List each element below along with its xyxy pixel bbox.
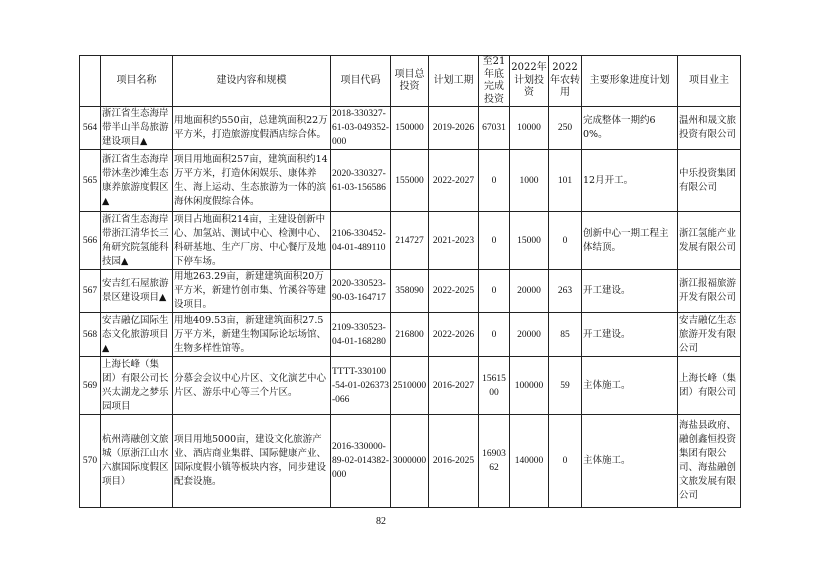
cell-owner: 中乐投资集团有限公司 (678, 150, 741, 212)
cell-total: 155000 (391, 150, 429, 212)
header-row (80, 56, 741, 107)
cell-owner: 浙江报福旅游开发有限公司 (678, 270, 741, 313)
cell-plan: 20000 (510, 270, 549, 313)
table-row (80, 313, 741, 357)
page-number: 82 (376, 516, 386, 527)
header-period: 计划工期 (429, 56, 479, 107)
cell-total: 2510000 (391, 357, 429, 415)
cell-owner: 海盐县政府、融创鑫恒投资集团有限公司、海盐融创文旅发展有限公司 (678, 415, 741, 508)
cell-progress: 12月开工。 (582, 150, 678, 212)
cell-plan: 15000 (510, 212, 549, 270)
cell-land: 85 (549, 313, 582, 357)
cell-progress: 主体施工。 (582, 415, 678, 508)
cell-name: 浙江省生态海岸带半山半岛旅游建设项目▲ (101, 107, 173, 150)
cell-progress: 创新中心一期工程主体结顶。 (582, 212, 678, 270)
cell-progress: 主体施工。 (582, 357, 678, 415)
table-row (80, 415, 741, 508)
table-row (80, 357, 741, 415)
cell-code: TTTT-330100-54-01-026373-066 (331, 357, 391, 415)
cell-total: 216800 (391, 313, 429, 357)
cell-no: 566 (80, 212, 101, 270)
cell-progress: 开工建设。 (582, 313, 678, 357)
cell-plan: 140000 (510, 415, 549, 508)
cell-owner: 安吉融亿生态旅游开发有限公司 (678, 313, 741, 357)
project-table (79, 55, 741, 508)
cell-name: 上海长峰（集团）有限公司长兴太湖龙之梦乐园项目 (101, 357, 173, 415)
cell-content: 用地面积约550亩，总建筑面积22万平方米，打造旅游度假酒店综合体。 (173, 107, 331, 150)
cell-plan: 100000 (510, 357, 549, 415)
cell-progress: 开工建设。 (582, 270, 678, 313)
header-name: 项目名称 (101, 56, 173, 107)
cell-code: 2109-330523-04-01-168280 (331, 313, 391, 357)
cell-done: 0 (479, 313, 510, 357)
cell-land: 263 (549, 270, 582, 313)
cell-content: 用地263.29亩，新建建筑面积20万平方米，新建竹创市集、竹溪谷等建设项目。 (173, 270, 331, 313)
cell-name: 浙江省生态海岸带沐垄沙滩生态康养旅游度假区▲ (101, 150, 173, 212)
table-row (80, 212, 741, 270)
cell-period: 2019-2026 (429, 107, 479, 150)
cell-plan: 1000 (510, 150, 549, 212)
cell-land: 101 (549, 150, 582, 212)
cell-period: 2022-2027 (429, 150, 479, 212)
cell-progress: 完成整体一期约60%。 (582, 107, 678, 150)
cell-content: 项目占地面积214亩，主建设创新中心、加氢站、测试中心、检测中心、科研基地、生产厂房、中心餐厅及地下停车场。 (173, 212, 331, 270)
cell-name: 杭州湾融创文旅城（原浙江山水六旗国际度假区项目） (101, 415, 173, 508)
cell-content: 用地409.53亩，新建建筑面积27.5万平方米，新建生物国际论坛场馆、生物多样性馆等。 (173, 313, 331, 357)
cell-owner: 上海长峰（集团）有限公司 (678, 357, 741, 415)
cell-done: 0 (479, 212, 510, 270)
cell-code: 2106-330452-04-01-489110 (331, 212, 391, 270)
cell-no: 569 (80, 357, 101, 415)
cell-no: 565 (80, 150, 101, 212)
table-row (80, 270, 741, 313)
cell-name: 浙江省生态海岸带浙江清华长三角研究院氢能科技园▲ (101, 212, 173, 270)
table-row (80, 150, 741, 212)
cell-content: 项目用地面积257亩，建筑面积约14万平方米，打造休闲娱乐、康体养生、海上运动、生态旅游为一体的滨海休闲度假综合体。 (173, 150, 331, 212)
header-content: 建设内容和规模 (173, 56, 331, 107)
cell-no: 570 (80, 415, 101, 508)
cell-name: 安吉融亿国际生态文化旅游项目▲ (101, 313, 173, 357)
cell-land: 0 (549, 212, 582, 270)
cell-done: 0 (479, 270, 510, 313)
header-progress: 主要形象进度计划 (582, 56, 678, 107)
cell-total: 3000000 (391, 415, 429, 508)
cell-land: 59 (549, 357, 582, 415)
cell-content: 分慕会会议中心片区、文化演艺中心片区、游乐中心等三个片区。 (173, 357, 331, 415)
header-total: 项目总投资 (391, 56, 429, 107)
cell-done: 67031 (479, 107, 510, 150)
header-land: 2022年农转用 (549, 56, 582, 107)
header-code: 项目代码 (331, 56, 391, 107)
cell-done: 1690362 (479, 415, 510, 508)
header-no (80, 56, 101, 107)
cell-name: 安吉红石屋旅游景区建设项目▲ (101, 270, 173, 313)
cell-total: 150000 (391, 107, 429, 150)
cell-land: 250 (549, 107, 582, 150)
cell-done: 1561500 (479, 357, 510, 415)
cell-code: 2020-330327-61-03-156586 (331, 150, 391, 212)
cell-code: 2018-330327-61-03-049352-000 (331, 107, 391, 150)
cell-period: 2016-2025 (429, 415, 479, 508)
cell-period: 2016-2027 (429, 357, 479, 415)
cell-content: 项目用地5000亩，建设文化旅游产业、酒店商业集群、国际健康产业、国际度假小镇等板块内容，同步建设配套设施。 (173, 415, 331, 508)
cell-plan: 20000 (510, 313, 549, 357)
cell-land: 0 (549, 415, 582, 508)
cell-code: 2016-330000-89-02-014382-000 (331, 415, 391, 508)
cell-code: 2020-330523-90-03-164717 (331, 270, 391, 313)
cell-plan: 10000 (510, 107, 549, 150)
cell-no: 567 (80, 270, 101, 313)
header-plan: 2022年计划投资 (510, 56, 549, 107)
cell-period: 2021-2023 (429, 212, 479, 270)
cell-no: 568 (80, 313, 101, 357)
table-row (80, 107, 741, 150)
cell-period: 2022-2025 (429, 270, 479, 313)
cell-owner: 温州和晟文旅投资有限公司 (678, 107, 741, 150)
cell-total: 214727 (391, 212, 429, 270)
header-done: 至21年底完成投资 (479, 56, 510, 107)
cell-owner: 浙江氢能产业发展有限公司 (678, 212, 741, 270)
cell-total: 358090 (391, 270, 429, 313)
cell-no: 564 (80, 107, 101, 150)
cell-done: 0 (479, 150, 510, 212)
header-owner: 项目业主 (678, 56, 741, 107)
cell-period: 2022-2026 (429, 313, 479, 357)
